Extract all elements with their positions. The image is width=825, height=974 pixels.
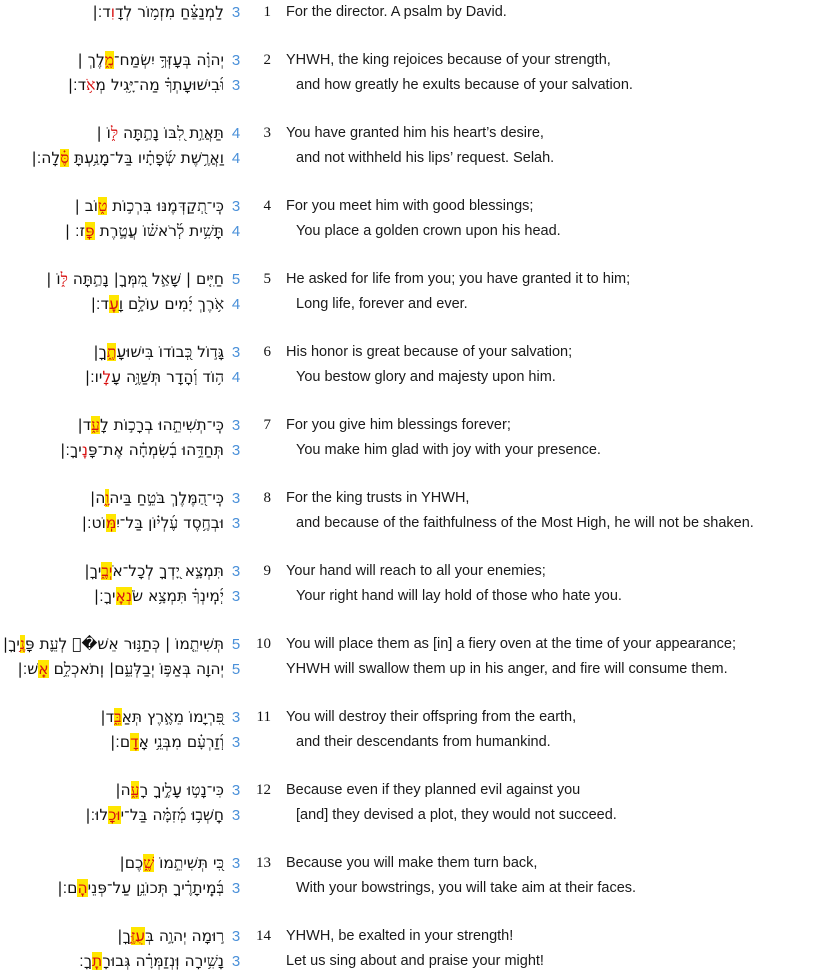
hebrew-segment-pre: וּבְחֶ֥סֶד עֶ֜לְי֗וֹן בַּל־יִ: [116, 514, 224, 532]
hebrew-line[interactable]: [0, 413, 228, 438]
verse-line-row: [0, 121, 825, 146]
hebrew-segment-pre: פִּ֭רְיָמוֹ מֵאֶ֣רֶץ תְּאַ: [121, 708, 224, 726]
accent-count: 5: [231, 271, 241, 288]
english-line[interactable]: and not withheld his lips’ request. Selah.: [296, 150, 555, 166]
accent-count: 3: [231, 344, 241, 361]
english-line[interactable]: Because even if they planned evil against you: [286, 782, 581, 798]
hebrew-segment-post: יךָ|: [84, 562, 102, 580]
hebrew-segment-post: לֶךְ |: [77, 51, 105, 69]
verse-number-empty: [244, 292, 278, 317]
verse-line-row: [0, 705, 825, 730]
verse-line-row: [0, 340, 825, 365]
hebrew-segment-pre: תַּאֲוַ֣ת לִ֭בּוֹ נָתַ֣תָּה: [118, 124, 224, 142]
hebrew-segment-post: וֹ |: [46, 270, 61, 288]
verse-spacer: [0, 171, 825, 194]
verse-line-row: [0, 73, 825, 98]
hebrew-marked-accent: עֶֽ: [108, 295, 119, 313]
hebrew-marked-accent: נְאֶֽ: [115, 587, 133, 605]
hebrew-segment-pre: תָּשִׁ֥ית לְ֜רֹאשׁ֗וֹ עֲטֶ֣רֶת: [94, 222, 224, 240]
verse-number-empty: [244, 730, 278, 755]
verse-spacer: [0, 536, 825, 559]
accent-count: 3: [231, 782, 241, 799]
hebrew-marked-accent: תֶ֑: [106, 343, 117, 361]
hebrew-line[interactable]: [0, 292, 228, 317]
accent-count: 3: [231, 198, 241, 215]
hebrew-line[interactable]: [0, 851, 228, 876]
accent-count: 3: [231, 709, 241, 726]
verse-number: 1: [263, 4, 271, 20]
hebrew-segment-post: ד׃|: [90, 295, 109, 313]
hebrew-line[interactable]: [0, 705, 228, 730]
hebrew-line[interactable]: [0, 48, 228, 73]
verse-line-row: [0, 949, 825, 974]
hebrew-segment-pre: תְּחַדֵּ֥הוּ בְ֜שִׂמְחָ֗ה אֶת־פָּ: [87, 441, 224, 459]
accent-count: 4: [231, 223, 241, 240]
verse-number: 3: [263, 125, 271, 141]
hebrew-marked-accent: עַ֑: [91, 416, 100, 434]
accent-count: 3: [231, 52, 241, 69]
english-line[interactable]: Your right hand will lay hold of those who hate you.: [296, 588, 622, 604]
verse-number: 8: [263, 490, 271, 506]
english-line[interactable]: With your bowstrings, you will take aim at their faces.: [296, 880, 637, 896]
verse-line-row: [0, 657, 825, 682]
hebrew-marked-accent: לָֽ: [102, 368, 112, 386]
hebrew-line[interactable]: [0, 876, 228, 901]
hebrew-marked-accent: דָֽ: [130, 733, 139, 751]
hebrew-line[interactable]: [0, 803, 228, 828]
hebrew-segment-pre: כִּֽי־תְשִׁיתֵ֣הוּ בְרָכ֣וֹת לָ: [99, 416, 224, 434]
verse-spacer: [0, 682, 825, 705]
english-line[interactable]: For the director. A psalm by David.: [286, 4, 507, 20]
accent-count: 3: [231, 417, 241, 434]
english-line[interactable]: YHWH, be exalted in your strength!: [286, 928, 514, 944]
hebrew-marked-accent: שֶׁ֑: [143, 854, 155, 872]
verse-spacer-cell: [0, 98, 825, 121]
verse-line-row: [0, 803, 825, 828]
hebrew-segment-post: ד׃|: [92, 3, 111, 21]
accent-count: 3: [231, 928, 241, 945]
accent-count: 3: [231, 563, 241, 580]
accent-count: 3: [231, 734, 241, 751]
verse-number: 2: [263, 52, 271, 68]
hebrew-marked-accent: בֵּ֑: [114, 708, 122, 726]
accent-count: 3: [231, 77, 241, 94]
hebrew-segment-pre: לַמְנַצֵּ֗חַ מִזְמ֥וֹר לְדָ: [115, 3, 224, 21]
verse-spacer: [0, 755, 825, 778]
verse-spacer: [0, 609, 825, 632]
verse-number: 13: [256, 855, 271, 871]
hebrew-marked-accent: אֵֽ: [38, 660, 49, 678]
verse-spacer-cell: [0, 390, 825, 413]
accent-count: 3: [231, 953, 241, 970]
hebrew-marked-accent: פָּֽ: [85, 222, 95, 240]
verse-number: 7: [263, 417, 271, 433]
verse-number: 11: [256, 709, 271, 725]
verse-number: 4: [263, 198, 271, 214]
hebrew-segment-pre: וַאֲרֶ֥שֶׁת שְׂ֜פָתָ֗יו בַּל־מָנַ֥עְתָּ: [69, 149, 224, 167]
english-line[interactable]: For you give him blessings forever;: [286, 417, 511, 433]
hebrew-line[interactable]: [0, 924, 228, 949]
hebrew-segment-pre: יְהוָה בְּאַפּ֣וֹ יְבַלְּעֵ֑ם| וְֽתֹאכְלֵ֥ם: [48, 660, 224, 678]
verse-spacer: [0, 317, 825, 340]
english-line[interactable]: You will place them as [in] a fiery oven at the time of your appearance;: [286, 636, 737, 652]
hebrew-marked-accent: ט֑: [97, 197, 108, 215]
verse-line-row: [0, 559, 825, 584]
accent-count: 5: [231, 661, 241, 678]
accent-count: 3: [231, 855, 241, 872]
verse-number-empty: [244, 146, 278, 171]
verse-number: 10: [256, 636, 271, 652]
verse-number: 12: [256, 782, 271, 798]
hebrew-line[interactable]: [0, 949, 228, 974]
verse-line-row: [0, 511, 825, 536]
hebrew-line[interactable]: [0, 146, 228, 171]
verse-line-row: [0, 851, 825, 876]
verse-line-row: [0, 48, 825, 73]
verse-line-row: [0, 924, 825, 949]
verse-line-row: [0, 194, 825, 219]
verse-spacer-cell: [0, 25, 825, 48]
verse-line-row: [0, 632, 825, 657]
verse-number: 6: [263, 344, 271, 360]
hebrew-segment-pre: ר֣וּמָה יְהוָ֣ה בְּ: [145, 927, 224, 945]
verse-number-empty: [244, 365, 278, 390]
verse-spacer: [0, 244, 825, 267]
hebrew-segment-pre: ה֥וֹד וְ֜הָדָר תְּשַׁוֶּ֥ה עָ: [111, 368, 224, 386]
verse-line-row: [0, 146, 825, 171]
hebrew-marked-accent: מֶ֑: [104, 51, 114, 69]
english-line[interactable]: Your hand will reach to all your enemies;: [286, 563, 546, 579]
verse-line-row: [0, 876, 825, 901]
verse-spacer: [0, 390, 825, 413]
hebrew-segment-post: ם׃|: [110, 733, 131, 751]
hebrew-line[interactable]: [0, 219, 228, 244]
verse-line-row: [0, 730, 825, 755]
english-line[interactable]: For you meet him with good blessings;: [286, 198, 534, 214]
verse-spacer: [0, 25, 825, 48]
hebrew-segment-post: ם׃|: [57, 879, 78, 897]
verse-number-empty: [244, 584, 278, 609]
hebrew-segment-post: ד׃|: [67, 76, 87, 94]
hebrew-line[interactable]: [0, 267, 228, 292]
verse-number-empty: [244, 438, 278, 463]
hebrew-marked-accent: וָ֑: [105, 489, 110, 507]
hebrew-marked-accent: לּ֑: [110, 124, 119, 142]
hebrew-segment-pre: גָּד֣וֹל כְּ֭בוֹדוֹ בִּישׁוּעָ: [116, 343, 224, 361]
hebrew-marked-accent: תֶֽ: [92, 952, 103, 970]
english-line[interactable]: and their descendants from humankind.: [296, 734, 551, 750]
hebrew-segment-post: ד|: [100, 708, 115, 726]
verse-line-row: [0, 292, 825, 317]
english-line[interactable]: He asked for life from you; you have granted it to him;: [286, 271, 631, 287]
hebrew-segment-post: יו׃|: [84, 368, 103, 386]
hebrew-segment-pre: חַיִּ֤ים | שָׁאַ֣ל מִ֭מְּךָ| נָתַ֣תָּה: [67, 270, 224, 288]
hebrew-segment-post: כֶם|: [119, 854, 144, 872]
hebrew-marked-accent: אֹ֥: [86, 76, 96, 94]
hebrew-marked-accent: עֻזֶּ֑: [130, 927, 145, 945]
verse-line-row: [0, 219, 825, 244]
hebrew-line[interactable]: [0, 0, 228, 25]
verse-spacer-cell: [0, 755, 825, 778]
hebrew-line[interactable]: [0, 657, 228, 682]
accent-count: 4: [231, 296, 241, 313]
accent-count: 3: [231, 880, 241, 897]
hebrew-line[interactable]: [0, 584, 228, 609]
accent-count: 4: [231, 369, 241, 386]
verse-spacer: [0, 463, 825, 486]
english-line[interactable]: and how greatly he exults because of your salvation.: [296, 77, 633, 93]
hebrew-line[interactable]: [0, 778, 228, 803]
accent-count: 4: [231, 125, 241, 142]
hebrew-line[interactable]: [0, 340, 228, 365]
hebrew-line[interactable]: [0, 632, 228, 657]
english-line[interactable]: YHWH will swallow them up in his anger, and fire will consume them.: [286, 661, 728, 677]
verse-spacer-cell: [0, 317, 825, 340]
verse-number: 9: [263, 563, 271, 579]
hebrew-segment-post: ךָ|: [93, 343, 107, 361]
hebrew-segment-pre: אֹ֥רֶךְ יָ֜מִים עוֹלָ֥ם וָ: [118, 295, 224, 313]
english-line[interactable]: [and] they devised a plot, they would not succeed.: [296, 807, 617, 823]
hebrew-marked-accent: נֶֽ: [81, 441, 88, 459]
verse-number-empty: [244, 876, 278, 901]
accent-count: 3: [231, 4, 241, 21]
accent-count: 3: [231, 807, 241, 824]
verse-number-empty: [244, 803, 278, 828]
hebrew-segment-post: יךָ|: [2, 635, 20, 653]
hebrew-segment-post: לָה׃|: [31, 149, 61, 167]
verse-line-row: [0, 584, 825, 609]
accent-count: 3: [231, 442, 241, 459]
verse-spacer-cell: [0, 536, 825, 559]
english-line[interactable]: Let us sing about and praise your might!: [286, 953, 544, 969]
hebrew-segment-post: וֹב |: [74, 197, 98, 215]
verse-spacer-cell: [0, 901, 825, 924]
english-line[interactable]: Long life, forever and ever.: [296, 296, 468, 312]
hebrew-segment-pre: יְ֜מִֽינְךָ֗ תִּמְצָ֥א שֹׂ: [132, 587, 224, 605]
hebrew-segment-pre: נָשִׁ֥ירָה וּֽנְזַמְּרָ֗ה גְּבוּרָ: [102, 952, 224, 970]
hebrew-segment-pre: וּ֜בִישׁוּעָתְךָ֗ מַה־יָּ֥גִיל מְ: [95, 76, 224, 94]
hebrew-segment-post: ךָ|: [117, 927, 131, 945]
hebrew-marked-accent: וִ: [110, 3, 116, 21]
verse-line-row: [0, 486, 825, 511]
verse-line-row: [0, 365, 825, 390]
english-line[interactable]: You have granted him his heart’s desire,: [286, 125, 544, 141]
verse-spacer-cell: [0, 463, 825, 486]
english-line[interactable]: YHWH, the king rejoices because of your strength,: [286, 52, 611, 68]
english-line[interactable]: For the king trusts in YHWH,: [286, 490, 470, 506]
accent-count: 3: [231, 515, 241, 532]
hebrew-segment-pre: כִּי־נָט֣וּ עָלֶ֣יךָ רָ: [139, 781, 224, 799]
hebrew-segment-pre: תִּמְצָ֣א יָ֭דְךָ לְכָל־אֹ: [112, 562, 224, 580]
hebrew-segment-post: שׁ׃|: [17, 660, 39, 678]
hebrew-segment-post: ז׃ |: [64, 222, 85, 240]
verse-line-row: [0, 778, 825, 803]
hebrew-line[interactable]: [0, 730, 228, 755]
hebrew-segment-post: ד|: [77, 416, 92, 434]
hebrew-line[interactable]: [0, 194, 228, 219]
hebrew-segment-pre: בְּ֜מֵֽיתָרֶ֗יךָ תְּכוֹנֵ֥ן עַל־פְּנֵי: [87, 879, 224, 897]
accent-count: 3: [231, 588, 241, 605]
accent-count: 4: [231, 150, 241, 167]
verse-spacer-cell: [0, 828, 825, 851]
hebrew-line[interactable]: [0, 73, 228, 98]
hebrew-segment-post: ה|: [89, 489, 106, 507]
verse-line-row: [0, 267, 825, 292]
hebrew-line[interactable]: [0, 365, 228, 390]
accent-count: 3: [231, 490, 241, 507]
hebrew-segment-pre: יְהוָ֗ה בְּעָזְּךָ֥ יִשְׂמַח־: [113, 51, 224, 69]
hebrew-segment-pre: תְּשִׁיתֵ֤מוֹ | כְּתַנּ֥וּר אֵשׁ�ּ֮ לְעֵ֪ת פָּ: [24, 635, 224, 653]
hebrew-line[interactable]: [0, 438, 228, 463]
hebrew-marked-accent: לּ֑: [60, 270, 68, 288]
hebrew-marked-accent: מּֽ: [105, 514, 117, 532]
hebrew-marked-accent: סֶּ֗: [60, 149, 70, 167]
verse-number-empty: [244, 949, 278, 974]
verse-spacer-cell: [0, 244, 825, 267]
hebrew-marked-accent: יְבֶ֑: [101, 562, 113, 580]
verse-line-row: [0, 413, 825, 438]
verse-number-empty: [244, 657, 278, 682]
verse-spacer: [0, 828, 825, 851]
hebrew-line[interactable]: [0, 559, 228, 584]
verse-spacer-cell: [0, 609, 825, 632]
verse-line-row: [0, 438, 825, 463]
english-line[interactable]: You make him glad with joy with your presence.: [296, 442, 601, 458]
hebrew-segment-pre: כִּ֭י תְּשִׁיתֵ֣מוֹ: [154, 854, 224, 872]
english-line[interactable]: and because of the faithfulness of the Most High, he will not be shaken.: [296, 515, 754, 531]
hebrew-segment-post: ה|: [115, 781, 131, 799]
verse-line-row: [0, 0, 825, 25]
hebrew-segment-post: וֹט׃|: [81, 514, 106, 532]
hebrew-segment-pre: וְ֜זַרְעָ֗ם מִבְּנֵ֥י אָ: [138, 733, 224, 751]
verse-number-empty: [244, 511, 278, 536]
hebrew-segment-pre: כִּֽי־תְ֭קַדְּמֶנּוּ בִּרְכ֣וֹת: [107, 197, 224, 215]
hebrew-line[interactable]: [0, 511, 228, 536]
accent-count: 5: [231, 636, 241, 653]
verse-number-empty: [244, 219, 278, 244]
verse-spacer-cell: [0, 682, 825, 705]
hebrew-segment-post: וֹ |: [96, 124, 111, 142]
verse-spacer: [0, 901, 825, 924]
hebrew-segment-post: לוּ׃|: [85, 806, 109, 824]
hebrew-segment-post: ךָ׃: [79, 952, 93, 970]
english-line[interactable]: You place a golden crown upon his head.: [296, 223, 561, 239]
hebrew-marked-accent: וּכָֽ: [108, 806, 121, 824]
hebrew-line[interactable]: [0, 121, 228, 146]
hebrew-segment-post: יךָ׃|: [60, 441, 82, 459]
english-line[interactable]: His honor is great because of your salvation;: [286, 344, 573, 360]
verse-number-empty: [244, 73, 278, 98]
hebrew-marked-accent: הֶֽ: [77, 879, 88, 897]
english-line[interactable]: You will destroy their offspring from the earth,: [286, 709, 577, 725]
hebrew-line[interactable]: [0, 486, 228, 511]
hebrew-segment-pre: כִּֽי־הַ֭מֶּלֶךְ בֹּטֵ֣חַ בַּיה: [109, 489, 224, 507]
verse-number: 5: [263, 271, 271, 287]
verse-spacer-cell: [0, 171, 825, 194]
english-line[interactable]: You bestow glory and majesty upon him.: [296, 369, 556, 385]
hebrew-marked-accent: עָ֑: [130, 781, 140, 799]
english-line[interactable]: Because you will make them turn back,: [286, 855, 538, 871]
verse-spacer: [0, 98, 825, 121]
hebrew-segment-post: יךָ׃|: [93, 587, 116, 605]
hebrew-segment-pre: חָֽשְׁב֥וּ מְ֜זִמָּ֗ה בַּל־י: [120, 806, 224, 824]
verse-number: 14: [256, 928, 271, 944]
hebrew-marked-accent: נֶ֥: [19, 635, 25, 653]
